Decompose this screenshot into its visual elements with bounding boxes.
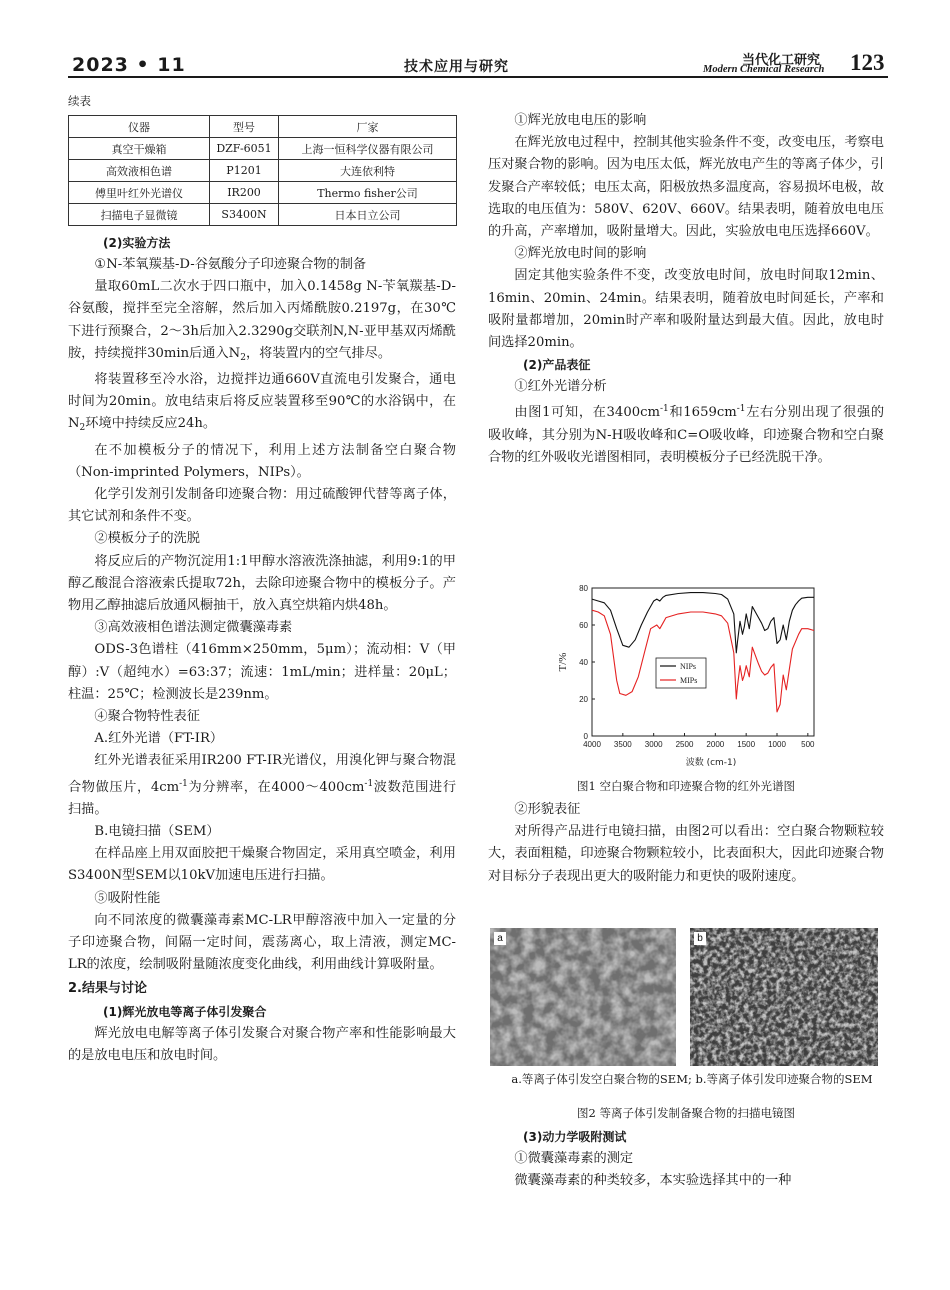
- paragraph: 在样品座上用双面胶把干燥聚合物固定，采用真空喷金，利用S3400N型SEM以10kV加速电压进行扫描。: [68, 846, 456, 884]
- superscript: -1: [660, 404, 669, 415]
- y-tick-label: 40: [579, 658, 588, 667]
- right-column-bottom: [488, 1126, 884, 1192]
- x-tick-label: 2000: [706, 740, 725, 749]
- right-column-continued: [488, 799, 884, 888]
- paragraph: 辉光放电电解等离子体引发聚合对聚合物产率和性能影响最大的是放电电压和放电时间。: [68, 1025, 456, 1063]
- table-continued-label: 续表: [68, 94, 91, 108]
- x-tick-label: 3000: [644, 740, 663, 749]
- text-run: 由图1可知，在3400cm: [514, 405, 660, 421]
- figure-2-subcaption: a.等离子体引发空白聚合物的SEM; b.等离子体引发印迹聚合物的SEM: [511, 1072, 873, 1086]
- heading-characterization: (2)产品表征: [523, 358, 591, 373]
- x-tick-label: 1500: [737, 740, 756, 749]
- page-number: 123: [850, 50, 885, 75]
- subheading-morphology: ②形貌表征: [514, 802, 581, 817]
- paragraph: 固定其他实验条件不变，改变放电时间，放电时间取12min、16min、20min、24min。结果表明，随着放电时间延长，产率和吸附量都增加，20min时产率和吸附量达到最大值。因此，放电时间选择20min。: [488, 268, 884, 351]
- paragraph: [488, 398, 884, 469]
- y-tick-label: 0: [583, 732, 588, 741]
- col-header-maker: 厂家: [279, 116, 457, 138]
- col-header-instrument: 仪器: [69, 116, 210, 138]
- series-line-nips: [592, 593, 814, 653]
- ir-spectrum-chart: [552, 578, 822, 778]
- heading-kinetics: (3)动力学吸附测试: [523, 1130, 627, 1144]
- paragraph: [68, 369, 456, 440]
- paragraph: 在不加模板分子的情况下，利用上述方法制备空白聚合物（Non-imprinted Polymers，NIPs）。: [68, 442, 456, 480]
- table-row: [69, 204, 457, 226]
- series-line-mips: [592, 610, 814, 712]
- subheading-elution: ②模板分子的洗脱: [94, 531, 200, 547]
- table-cell: 大连依利特: [279, 160, 457, 182]
- table-cell: 扫描电子显微镜: [69, 204, 210, 226]
- subheading-sem: B.电镜扫描（SEM）: [94, 824, 220, 840]
- col-header-model: 型号: [210, 116, 279, 138]
- instrument-table: [68, 115, 457, 226]
- x-tick-label: 3500: [613, 740, 632, 749]
- heading-glow-discharge: (1)辉光放电等离子体引发聚合: [103, 1004, 267, 1019]
- subscript: 2: [79, 423, 86, 434]
- subheading-adsorption: ⑤吸附性能: [94, 890, 161, 906]
- table-cell: 傅里叶红外光谱仪: [69, 182, 210, 204]
- paragraph: 在辉光放电过程中，控制其他实验条件不变，改变电压，考察电压对聚合物的影响。因为电压太低，辉光放电产生的等离子体少，引发聚合产率较低；电压太高，阳极放热多温度高，容易损坏电极，故选取的电压值为：580V、620V、660V。结果表明，随着放电电压的升高，产率增加，吸附量增大。因此，实验放电电压选择660V。: [488, 135, 884, 240]
- sem-image-a: [490, 928, 676, 1066]
- paragraph: [68, 750, 456, 821]
- paragraph: 将反应后的产物沉淀用1:1甲醇水溶液洗涤抽滤，利用9:1的甲醇乙酸混合溶液索氏提取72h，去除印迹聚合物中的模板分子。产物用乙醇抽滤后放通风橱抽干，放入真空烘箱内烘48h。: [68, 553, 456, 614]
- paragraph: ODS-3色谱柱（416mm×250mm，5μm）；流动相：V（甲醇）:V（超纯水）=63:37；流速：1mL/min；进样量：20μL；柱温：25℃；检测波长是239nm。: [68, 642, 456, 702]
- paragraph: [68, 276, 456, 369]
- x-tick-label: 4000: [583, 740, 601, 749]
- figure-2-caption: 图2 等离子体引发制备聚合物的扫描电镜图: [577, 1106, 795, 1120]
- table-row: [69, 160, 457, 182]
- paragraph: 向不同浓度的微囊藻毒素MC-LR甲醇溶液中加入一定量的分子印迹聚合物，间隔一定时间，震荡离心，取上清液，测定MC-LR的浓度，绘制吸附量随浓度变化曲线，利用曲线计算吸附量。: [68, 912, 456, 973]
- text-run: 波数范围进行扫描。: [68, 779, 457, 817]
- text-run: 为分辨率，在4000～400cm: [187, 779, 365, 795]
- table-cell: 高效液相色谱: [69, 160, 210, 182]
- table-row: [69, 138, 457, 160]
- heading-results: 2.结果与讨论: [68, 980, 147, 996]
- table-cell: S3400N: [210, 204, 279, 226]
- subheading-ftir: A.红外光谱（FT-IR）: [94, 731, 224, 747]
- text-run: 量取60mL二次水于四口瓶中，加入0.1458g N-苄氧羰基-D-谷氨酸，搅拌至完全溶解，然后加入丙烯酰胺0.2197g，在30℃下进行预聚合，2～3h后加入2.3290g交联剂N,N-亚甲基双丙烯酰胺，持续搅拌30min后通入N: [68, 279, 456, 361]
- legend-label-nips: NIPs: [680, 662, 697, 671]
- right-column: [488, 110, 884, 469]
- table-cell: 上海一恒科学仪器有限公司: [279, 138, 457, 160]
- text-run: ，将装置内的空气排尽。: [245, 345, 392, 361]
- text-run: 红外光谱表征采用IR200 FT-IR光谱仪，用溴化钾与聚合物混合物做压片，4cm: [68, 753, 456, 795]
- header-rule: [68, 76, 888, 78]
- subheading-hplc: ③高效液相色谱法测定微囊藻毒素: [94, 620, 293, 636]
- text-run: 环境中持续反应24h。: [85, 416, 217, 432]
- sem-texture-b: [690, 928, 878, 1066]
- text-run: 左右分别出现了很强的吸收峰，其分别为N-H吸收峰和C=O吸收峰，印迹聚合物和空白聚合物的红外吸收光谱图相同，表明模板分子已经洗脱干净。: [488, 405, 885, 465]
- y-tick-label: 20: [579, 695, 588, 704]
- journal-name-en: Modern Chemical Research: [703, 64, 825, 75]
- subheading-ir: ①红外光谱分析: [514, 379, 607, 395]
- table-cell: 日本日立公司: [279, 204, 457, 226]
- legend-label-mips: MIPs: [680, 676, 698, 685]
- section-title: 技术应用与研究: [404, 59, 509, 75]
- table-header-row: [69, 116, 457, 138]
- y-axis-label: T/%: [557, 652, 569, 672]
- x-tick-label: 2500: [675, 740, 694, 749]
- superscript: -1: [736, 404, 746, 415]
- subheading-preparation: ①N-苯氧羰基-D-谷氨酸分子印迹聚合物的制备: [94, 257, 367, 272]
- subheading-microcystin: ①微囊藻毒素的测定: [514, 1151, 634, 1166]
- subheading-time: ②辉光放电时间的影响: [514, 246, 647, 262]
- paragraph: 微囊藻毒素的种类较多，本实验选择其中的一种: [514, 1173, 792, 1189]
- sem-label-a: a: [494, 932, 506, 945]
- subheading-voltage: ①辉光放电电压的影响: [514, 113, 647, 128]
- table-cell: Thermo fisher公司: [279, 182, 457, 204]
- subheading-characterization: ④聚合物特性表征: [94, 709, 200, 725]
- superscript: -1: [179, 778, 188, 789]
- table-cell: 真空干燥箱: [69, 138, 210, 160]
- heading-method: (2)实验方法: [103, 236, 171, 250]
- x-tick-label: 500: [801, 740, 815, 749]
- table-cell: IR200: [210, 182, 279, 204]
- figure-1-caption: 图1 空白聚合物和印迹聚合物的红外光谱图: [577, 779, 795, 793]
- y-tick-label: 60: [579, 621, 588, 630]
- subscript: 2: [240, 352, 246, 363]
- paragraph: 化学引发剂引发制备印迹聚合物：用过硫酸钾代替等离子体，其它试剂和条件不变。: [68, 487, 456, 525]
- issue-date: 2023 • 11: [72, 54, 186, 76]
- table-row: [69, 182, 457, 204]
- sem-label-b: b: [694, 932, 706, 945]
- text-run: 将装置移至冷水浴，边搅拌边通660V直流电引发聚合，通电时间为20min。放电结束后将反应装置移至90℃的水浴锅中，在N: [68, 372, 456, 432]
- y-tick-label: 80: [579, 584, 588, 593]
- table-cell: P1201: [210, 160, 279, 182]
- paragraph: 对所得产品进行电镜扫描，由图2可以看出：空白聚合物颗粒较大，表面粗糙，印迹聚合物颗粒较小，比表面积大，因此印迹聚合物对目标分子表现出更大的吸附能力和更快的吸附速度。: [488, 824, 884, 884]
- superscript: -1: [364, 778, 374, 789]
- x-axis-label: 波数 (cm-1): [685, 758, 737, 768]
- text-run: 和1659cm: [668, 405, 737, 421]
- sem-image-b: [690, 928, 878, 1066]
- x-tick-label: 1000: [768, 740, 786, 749]
- journal-name-cn: 当代化工研究: [742, 53, 821, 68]
- sem-texture-a: [490, 928, 676, 1066]
- plot-frame: [592, 588, 814, 736]
- left-column: [68, 232, 456, 1067]
- table-cell: DZF-6051: [210, 138, 279, 160]
